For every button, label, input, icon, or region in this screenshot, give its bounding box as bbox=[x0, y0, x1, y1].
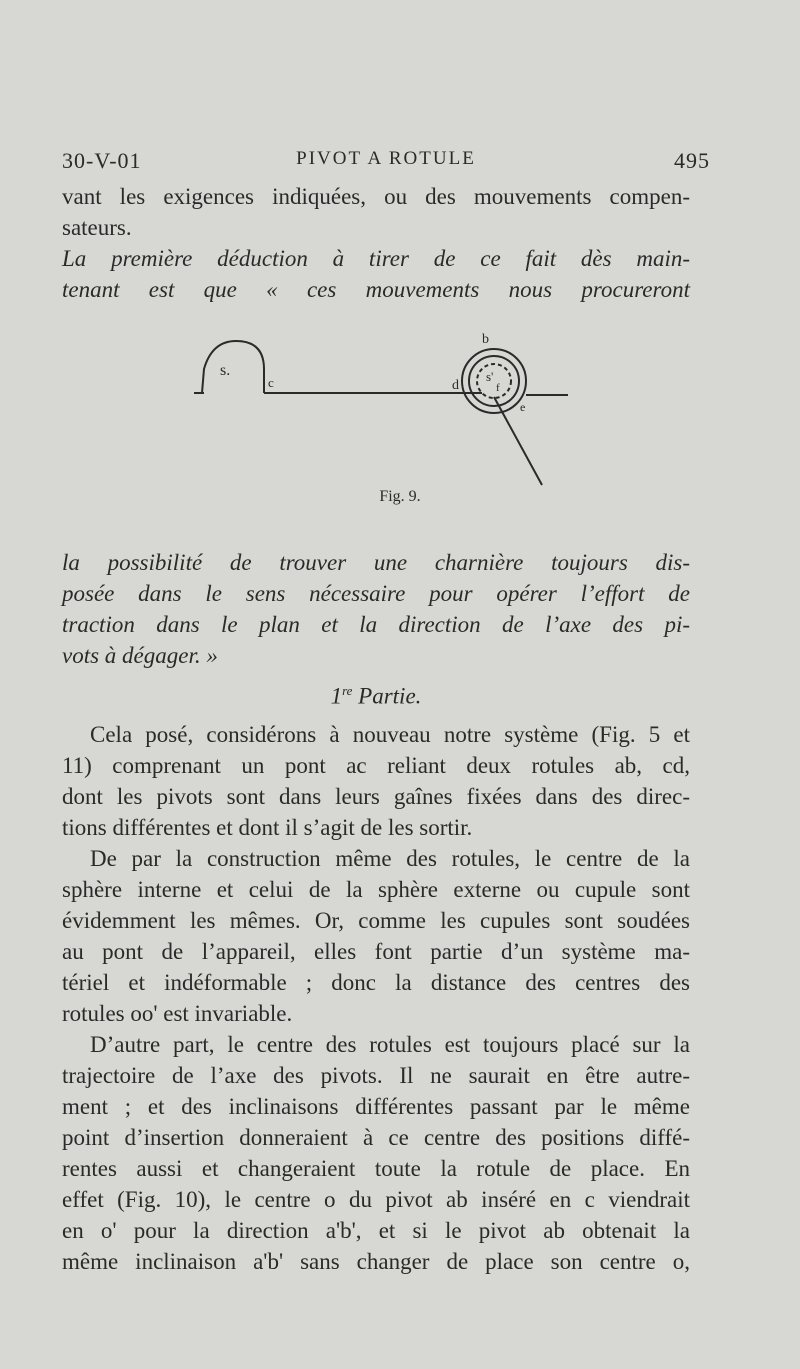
header-title: PIVOT A ROTULE bbox=[296, 148, 476, 169]
text-line: dont les pivots sont dans leurs gaînes fixées dans des direc- bbox=[62, 784, 690, 809]
header-date: 30-V-01 bbox=[62, 148, 142, 173]
label-b: b bbox=[482, 332, 489, 347]
text-line: rotules oo' est invariable. bbox=[62, 1001, 293, 1026]
section-number: 1 bbox=[330, 683, 343, 709]
text-line: D’autre part, le centre des rotules est toujours placé sur la bbox=[90, 1032, 690, 1057]
text-line: vant les exigences indiquées, ou des mouvements compen- bbox=[62, 184, 690, 209]
text-line: rentes aussi et changeraient toute la rotule de place. En bbox=[62, 1156, 690, 1181]
text-line: tions différentes et dont il s’agit de les sortir. bbox=[62, 815, 473, 840]
text-line: évidemment les mêmes. Or, comme les cupules sont soudées bbox=[62, 908, 690, 933]
text-line: au pont de l’appareil, elles font partie d’un système ma- bbox=[62, 939, 690, 964]
page-number: 495 bbox=[674, 148, 710, 173]
section-label: Partie. bbox=[358, 683, 422, 709]
label-c: c bbox=[268, 375, 274, 390]
label-f: f bbox=[496, 382, 500, 394]
text-line: Cela posé, considérons à nouveau notre système (Fig. 5 et bbox=[90, 722, 690, 747]
text-line: même inclinaison a'b' sans changer de place son centre o, bbox=[62, 1249, 690, 1274]
text-line: 11) comprenant un pont ac reliant deux rotules ab, cd, bbox=[62, 753, 690, 778]
section-title bbox=[62, 683, 690, 710]
italic-line: La première déduction à tirer de ce fait dès main- bbox=[62, 246, 690, 271]
text-line: trajectoire de l’axe des pivots. Il ne saurait en être autre- bbox=[62, 1063, 690, 1088]
running-header bbox=[62, 148, 710, 176]
label-s-prime: s' bbox=[486, 369, 494, 384]
text-line: sphère interne et celui de la sphère externe ou cupule sont bbox=[62, 877, 690, 902]
italic-line: posée dans le sens nécessaire pour opérer l’effort de bbox=[62, 581, 690, 606]
label-e: e bbox=[520, 400, 526, 414]
text-line: tériel et indéformable ; donc la distance des centres des bbox=[62, 970, 690, 995]
text-line: sateurs. bbox=[62, 215, 132, 240]
text-line: ment ; et des inclinaisons différentes passant par le même bbox=[62, 1094, 690, 1119]
italic-line: traction dans le plan et la direction de l’axe des pi- bbox=[62, 612, 690, 637]
figure-9-diagram bbox=[190, 325, 580, 490]
label-s: s. bbox=[220, 362, 231, 379]
label-d: d bbox=[452, 378, 459, 393]
italic-line: vots à dégager. » bbox=[62, 643, 218, 668]
italic-line: tenant est que « ces mouvements nous procureront bbox=[62, 277, 690, 302]
section-superscript: re bbox=[342, 683, 353, 698]
text-line: point d’insertion donneraient à ce centre des positions diffé- bbox=[62, 1125, 690, 1150]
text-line: effet (Fig. 10), le centre o du pivot ab inséré en c viendrait bbox=[62, 1187, 690, 1212]
italic-line: la possibilité de trouver une charnière toujours dis- bbox=[62, 550, 690, 575]
figure-caption: Fig. 9. bbox=[379, 488, 421, 505]
text-line: en o' pour la direction a'b', et si le pivot ab obtenait la bbox=[62, 1218, 690, 1243]
text-line: De par la construction même des rotules, le centre de la bbox=[90, 846, 690, 871]
